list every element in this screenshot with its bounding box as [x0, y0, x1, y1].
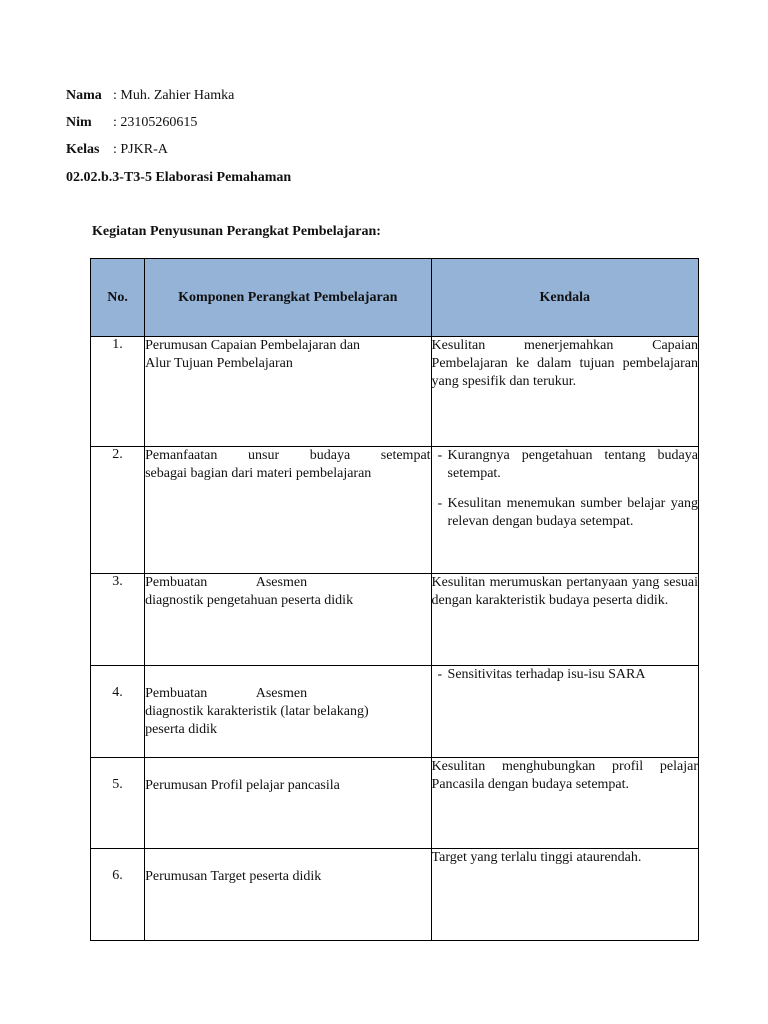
- nama-value: : Muh. Zahier Hamka: [113, 88, 235, 103]
- kendala-cell: Kesulitan merumuskan pertanyaan yang sesuai dengan karakteristik budaya peserta didik.: [431, 574, 698, 666]
- komponen-cell: [145, 666, 431, 758]
- row-number: 3.: [91, 574, 145, 666]
- kendala-bullet: [438, 666, 698, 684]
- header-kendala: Kendala: [431, 259, 698, 337]
- kendala-bullet: [438, 495, 698, 531]
- perangkat-table: [90, 258, 699, 941]
- row-number: 2.: [91, 447, 145, 574]
- komponen-line: Perumusan Profil pelajar pancasila: [145, 778, 340, 793]
- table-row: [91, 666, 699, 758]
- nim-label: Nim: [66, 115, 92, 130]
- table-row: [91, 849, 699, 941]
- nim-row: [66, 115, 197, 131]
- komponen-line: Perumusan Capaian Pembelajaran dan: [145, 338, 361, 353]
- header-komponen: Komponen Perangkat Pembelajaran: [145, 259, 431, 337]
- komponen-line: Alur Tujuan Pembelajaran: [145, 356, 293, 371]
- komponen-line: peserta didik: [145, 722, 217, 737]
- table-row: [91, 337, 699, 447]
- komponen-line: Perumusan Target peserta didik: [145, 869, 322, 884]
- kendala-cell: Kesulitan menghubungkan profil pelajar Pancasila dengan budaya setempat.: [431, 758, 698, 849]
- kendala-cell: Kesulitan menerjemahkan Capaian Pembelajaran ke dalam tujuan pembelajaran yang spesifik dan terukur.: [431, 337, 698, 447]
- row-number: 1.: [91, 337, 145, 447]
- header-no: No.: [91, 259, 145, 337]
- dash-marker: -: [437, 667, 443, 682]
- komponen-cell: [145, 447, 431, 574]
- document-title: 02.02.b.3-T3-5 Elaborasi Pemahaman: [66, 170, 292, 185]
- komponen-line: Pembuatan Asesmen: [145, 686, 308, 701]
- komponen-line: Pembuatan Asesmen: [145, 575, 308, 590]
- kelas-label: Kelas: [66, 142, 100, 157]
- komponen-cell: [145, 758, 431, 849]
- nim-value: : 23105260615: [113, 115, 198, 130]
- kendala-cell: [431, 447, 698, 574]
- dash-marker: -: [437, 496, 443, 511]
- kendala-cell: [431, 666, 698, 758]
- komponen-line: Pemanfaatan unsur budaya setempat: [145, 448, 431, 463]
- table-caption: Kegiatan Penyusunan Perangkat Pembelajaran:: [92, 224, 381, 239]
- table-row: [91, 447, 699, 574]
- row-number: 5.: [91, 758, 145, 849]
- kendala-text: Sensitivitas terhadap isu-isu SARA: [447, 667, 646, 682]
- komponen-line: diagnostik pengetahuan peserta didik: [145, 593, 354, 608]
- kendala-text: Kurangnya pengetahuan tentang budaya setempat.: [447, 448, 698, 481]
- row-number: 6.: [91, 849, 145, 941]
- kendala-cell: Target yang terlalu tinggi ataurendah.: [431, 849, 698, 941]
- komponen-cell: [145, 337, 431, 447]
- kelas-row: [66, 142, 168, 158]
- table-row: [91, 574, 699, 666]
- komponen-line: sebagai bagian dari materi pembelajaran: [145, 466, 372, 481]
- row-number: 4.: [91, 666, 145, 758]
- kendala-bullet: [438, 447, 698, 483]
- table-header-row: [91, 259, 699, 337]
- nama-label: Nama: [66, 88, 102, 103]
- komponen-cell: [145, 849, 431, 941]
- komponen-line: diagnostik karakteristik (latar belakang): [145, 704, 369, 719]
- dash-marker: -: [437, 448, 443, 463]
- nama-row: [66, 88, 234, 104]
- table-row: [91, 758, 699, 849]
- kelas-value: : PJKR-A: [113, 142, 168, 157]
- komponen-cell: [145, 574, 431, 666]
- kendala-text: Kesulitan menemukan sumber belajar yang relevan dengan budaya setempat.: [447, 496, 698, 529]
